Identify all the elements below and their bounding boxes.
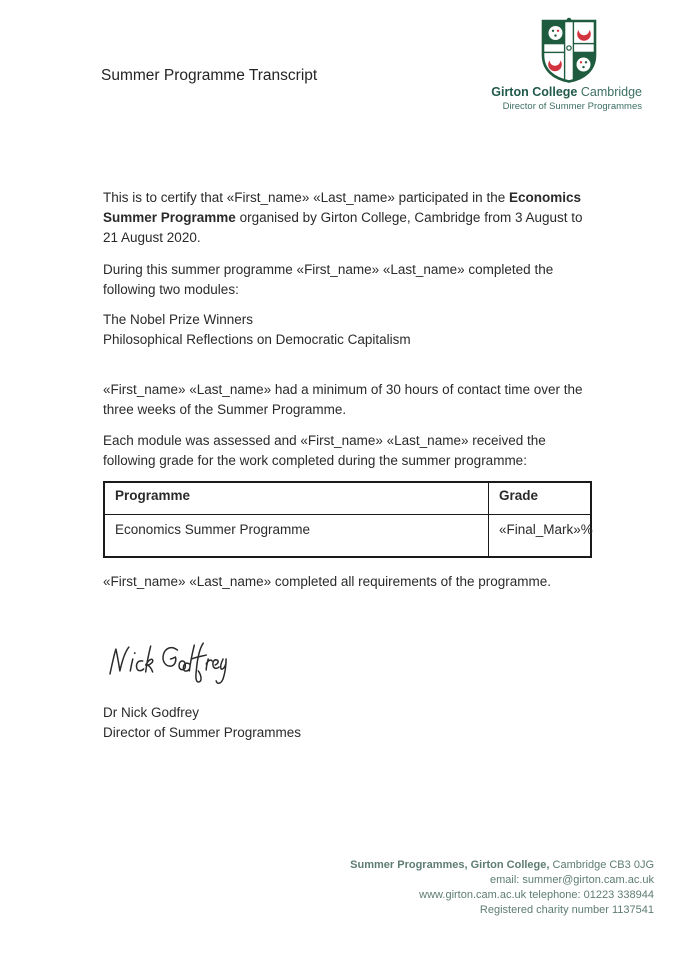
paragraph-assessment: Each module was assessed and «First_name» «Last_name» received the following grade for the work completed during the summer programme: — [103, 433, 546, 468]
programme-name-bold: Economics Summer Programme — [103, 190, 581, 225]
footer-email: email: summer@girton.cam.ac.uk — [490, 874, 654, 886]
page-title: Summer Programme Transcript — [101, 67, 318, 84]
footer-address-regular: Cambridge CB3 0JG — [549, 859, 654, 871]
grade-table-header-row — [104, 482, 591, 515]
signer-name: Dr Nick Godfrey — [103, 705, 200, 720]
module-list — [103, 310, 600, 350]
paragraph-modules-intro: During this summer programme «First_name» «Last_name» completed the following two modules: — [103, 262, 554, 297]
footer-block — [350, 858, 654, 918]
paragraph-completion: «First_name» «Last_name» completed all requirements of the programme. — [103, 574, 551, 589]
column-header-programme: Programme — [104, 482, 489, 515]
college-brand — [491, 85, 642, 114]
table-row — [104, 515, 591, 558]
signer-block — [103, 703, 301, 743]
footer-charity-number: Registered charity number 1137541 — [479, 904, 654, 916]
college-city: Cambridge — [580, 85, 642, 99]
paragraph-certify — [103, 188, 600, 248]
footer-address-line — [350, 858, 654, 873]
cell-grade: «Final_Mark»% — [489, 515, 592, 558]
signature-image — [106, 636, 230, 690]
module-item: Philosophical Reflections on Democratic Capitalism — [103, 332, 411, 347]
signer-role: Director of Summer Programmes — [103, 725, 302, 740]
paragraph-contact-hours: «First_name» «Last_name» had a minimum of 30 hours of contact time over the three weeks of the Summer Programme. — [103, 382, 583, 417]
brand-subtitle: Director of Summer Programmes — [502, 101, 642, 112]
certify-text-prefix: This is to certify that «First_name» «Last_name» participated in the — [103, 190, 509, 205]
grade-table — [103, 481, 592, 558]
footer-web-phone: www.girton.cam.ac.uk telephone: 01223 338944 — [419, 889, 654, 901]
column-header-grade: Grade — [489, 482, 592, 515]
girton-crest-icon — [539, 17, 599, 84]
footer-address-bold: Summer Programmes, Girton College, — [350, 859, 550, 871]
college-name: Girton College — [491, 85, 578, 99]
certify-text-suffix: organised by Girton College, Cambridge from 3 August to 21 August 2020. — [103, 210, 583, 245]
college-name-line — [491, 85, 642, 99]
cell-programme: Economics Summer Programme — [104, 515, 489, 558]
module-item: The Nobel Prize Winners — [103, 312, 254, 327]
